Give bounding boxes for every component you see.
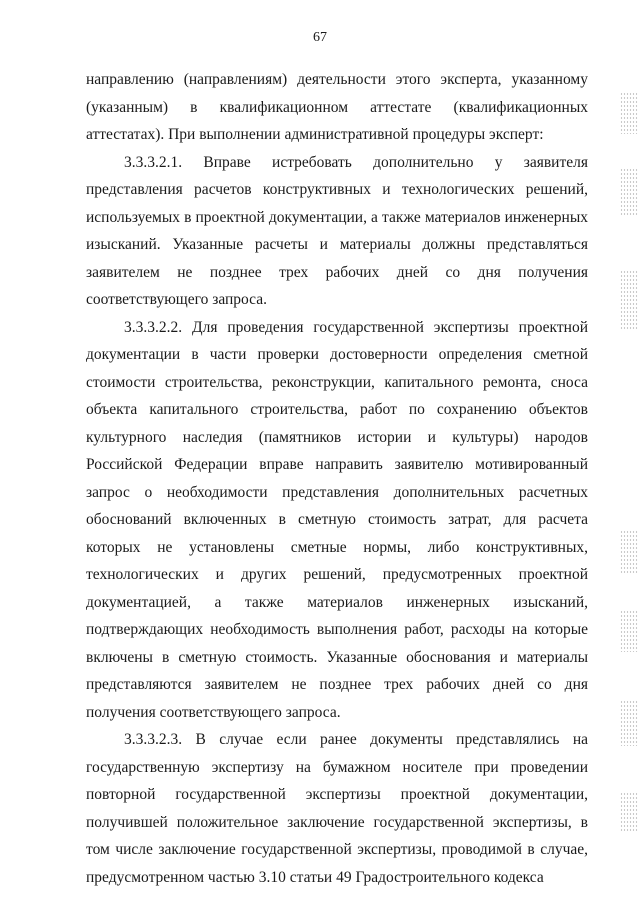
paragraph-3-3-3-2-1: 3.3.3.2.1. Вправе истребовать дополнительно у заявителя представления расчетов конструктивных и технологических решений, используемых в проектной документации, а также материалов инженерных изысканий. Указанные расчеты и материалы должны представляться заявителем не позднее трех рабочих дней со дня получения соответствующего запроса. [86, 153, 588, 308]
scan-artifact [620, 270, 638, 330]
scan-artifact [620, 700, 638, 746]
paragraph-3-3-3-2-2: 3.3.3.2.2. Для проведения государственной экспертизы проектной документации в части проверки достоверности определения сметной стоимости строительства, реконструкции, капитального ремонта, сноса объекта капитального строительства, работ по сохранению объектов культурного наследия (памятников истории и культуры) народов Российской Федерации вправе направить заявителю мотивированный запрос о необходимости представления дополнительных расчетных обоснований включенных в сметную стоимость затрат, для расчета которых не установлены сметные нормы, либо конструктивных, технологических и других решений, предусмотренных проектной документацией, а также материалов инженерных изысканий, подтверждающих необходимость выполнения работ, расходы на которые включены в сметную стоимость. Указанные обоснования и материалы представляются заявителем не позднее трех рабочих дней со дня получения соответствующего запроса. [86, 318, 588, 721]
paragraph-3-3-3-2-3: 3.3.3.2.3. В случае если ранее документы представлялись на государственную экспертизу на бумажном носителе при проведении повторной государственной экспертизы проектной документации, получившей положительное заключение государственной экспертизы, в том числе заключение государственной экспертизы, проводимой в случае, предусмотренном частью 3.10 статьи 49 Градостроительного кодекса [86, 731, 588, 886]
paragraph-continuation: направлению (направлениям) деятельности этого эксперта, указанному (указанным) в квалификационном аттестате (квалификационных аттестатах). При выполнении административной процедуры эксперт: [86, 71, 588, 143]
scan-artifact [620, 168, 638, 216]
scan-artifact [620, 92, 638, 134]
scan-artifact [620, 610, 638, 652]
document-body [86, 66, 588, 891]
scan-artifact [620, 530, 638, 574]
scan-artifact [620, 792, 638, 832]
page-number: 67 [313, 30, 327, 45]
